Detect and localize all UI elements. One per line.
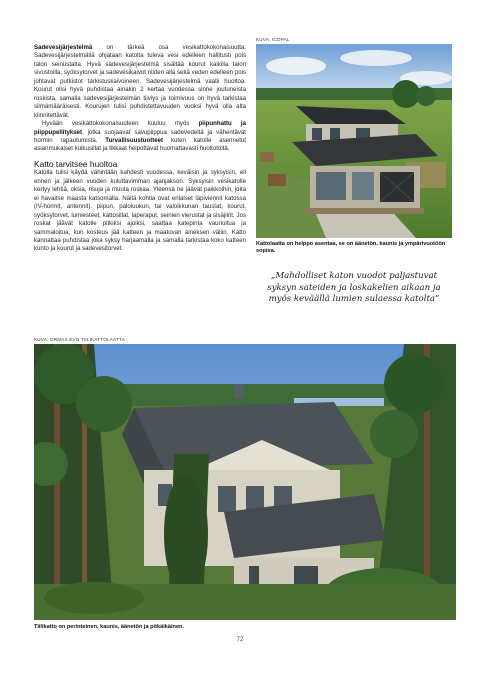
term-chimney-cap: piipunhattu ja piippupellitykset — [34, 120, 246, 136]
paragraph-rainwater: Sadevesijärjestelmä on tärkeä osa vesikattokokonaisuutta. Sadevesijärjestelmällä ohjataan katolta tuleva vesi edelleen hallitusti pois talon seinustalta. Hyvä sadevesijärjestelmä sisältää kourut kaikilla talon sivustoilla, syöksytorvet ja sadevesikaivot niiden alla sekä veden edelleen pois johtavat putkistot tarkistuskaivoineen. Sadevesijärjestelmä vaatii huoltoa. Kourut olisi hyvä puhdistaa ainakin 2 kertaa vuodessa sinne joutuneista roskista, samalla sadevesijärjestelmän tiiviys ja toimivuus on hyvä tarkistaa silmämääräisesti. Kourujen tulisi puhdistettavuuden vuoksi hyvä olla alta kiinnitettävät. — [34, 44, 246, 119]
page-number: 72 — [236, 637, 244, 643]
paragraph-chimney: Hyvään vesikattokokonaisuuteen kuuluu myös piipunhattu ja piippupellitykset, jotka suojaavat savupiippua sadevedeltä ja vähentävät hormin rapautumista. Turvallisuustuotteet kuten katolle asennetut asianmukaiset kulkusillat ja tikkaat helpottavat huomattavasti huoltotöitä. — [34, 120, 246, 153]
photo-traditional-house — [34, 344, 456, 620]
photo2-credit: KUVA: ORMAX EVO TIILIKATTOLAATTA — [34, 337, 125, 342]
article-body — [34, 44, 246, 254]
term-safety-products: Turvallisuustuotteet — [105, 136, 164, 144]
paragraph-maintenance: Katolla tulisi käydä vähintään kahdesti vuodessa, keväisin ja syksyisin, eli ennen ja jälkeen vuoden kuluttavimman ajanjakson. Syksyisin vesikatolle kertyy lehtiä, oksia, risuja ja muuta roskaa. Yleensä ne jäävät paikkoihin, joita ei havaitse maasta katsomalla. Näitä kohtia ovat erilaiset läpiviennit katossa (IV-hormit, antennit), piipun, paloluukun, tai valoikkunan taustat, kourut, syöksytorvet, lumiesteet, kattosillat, laperaput, seinien vierustat ja sisäjiirit. Jos roskat jäävät katolle pitkiksi ajoiksi, saattaa katepinta vaurioitua ja sammaloitua, kun kosteus jää katteen ja maatuvan aineksen väliin. Katto kannattaa puhdistaa joka syksy harjaamalla ja samalla tarkistaa koko katteen kunto ja kourut ja sadevesitorvet. — [34, 169, 246, 253]
photo2-caption: Tiilikatto on perinteinen, kaunis, äänetön ja pitkäikäinen. — [34, 624, 185, 630]
open-quote-mark: „ — [270, 271, 276, 281]
term-rainwater-system: Sadevesijärjestelmä — [34, 44, 93, 51]
close-quote-mark: ” — [435, 294, 440, 305]
traditional-house-illustration — [34, 344, 456, 620]
photo-modern-house — [256, 44, 452, 238]
pull-quote: „Mahdolliset katon vuodot paljastuvat syksyn sateiden ja loskakelien aikaan ja myös keväällä lumien sulaessa katolta” — [267, 271, 441, 305]
modern-house-illustration — [256, 44, 452, 238]
photo1-caption: Kattolaatta on helppo asentaa, se on äänetön, kaunis ja ympärivuotöön sopiva. — [256, 241, 446, 255]
photo1-credit: KUVA: ICOPAL — [256, 37, 290, 42]
section-heading: Katto tarvitsee huoltoa — [34, 158, 118, 169]
